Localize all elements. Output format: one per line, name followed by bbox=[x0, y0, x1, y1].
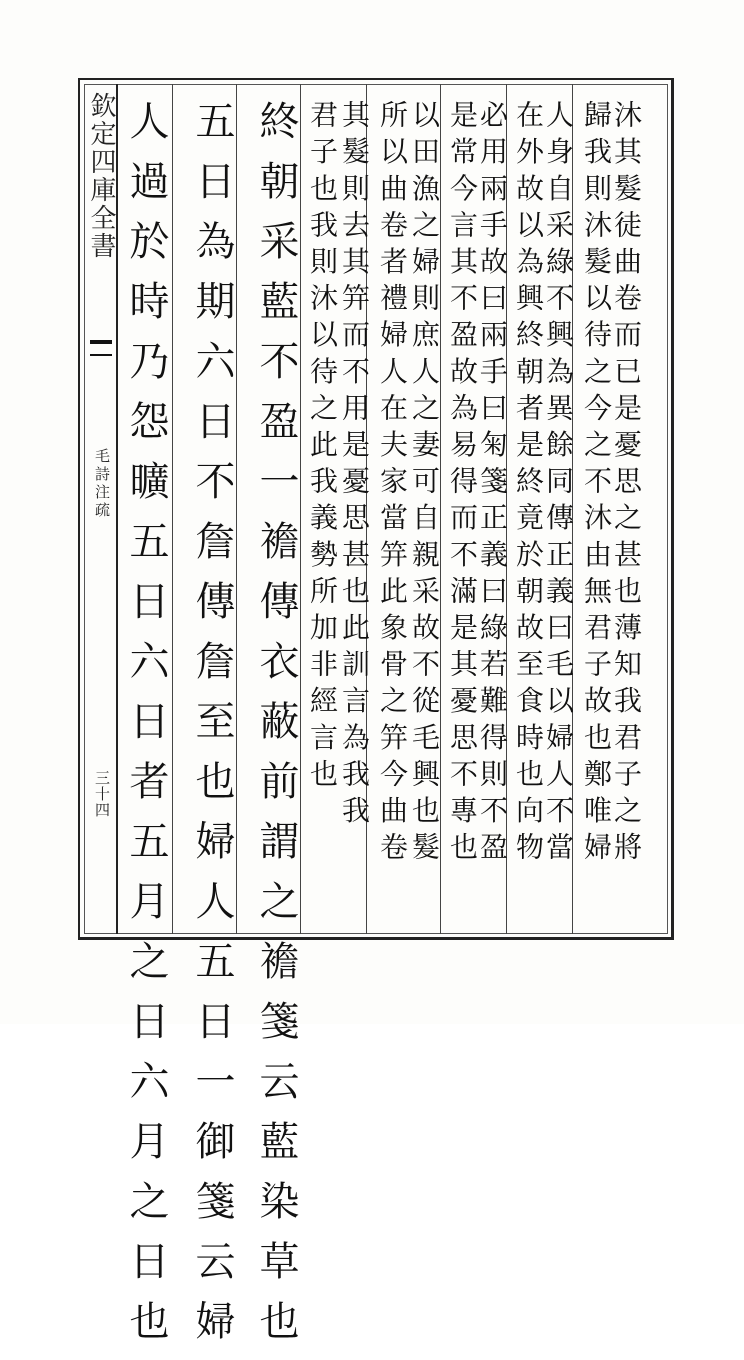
page-number: 三十四 bbox=[93, 770, 111, 818]
text-column: 所以曲卷者禮婦人在夫家當笄此象骨之笄今曲卷 bbox=[376, 100, 409, 869]
text-column: 君子也我則沐以待之此我義勢所加非經言也 bbox=[306, 100, 339, 796]
text-column: 以田漁之婦則庶人之妻可自親采故不從毛興也髮 bbox=[408, 100, 441, 869]
fishtail-mark bbox=[90, 340, 112, 356]
collection-title: 欽定四庫全書 bbox=[86, 92, 116, 260]
text-column-large: 終朝采藍不盈一襜傳衣蔽前謂之襜箋云藍染草也 bbox=[253, 100, 299, 1360]
text-column-large: 五日為期六日不詹傳詹至也婦人五日一御箋云婦 bbox=[189, 100, 235, 1360]
book-title: 毛詩注疏 bbox=[93, 448, 111, 520]
text-column: 歸我則沐髮以待之今之不沐由無君子故也鄭唯婦 bbox=[580, 100, 613, 869]
text-column: 在外故以為興終朝者是終竟於朝故至食時也向物 bbox=[512, 100, 545, 869]
text-column: 其髮則去其笄而不用是憂思甚也此訓言為我我 bbox=[338, 100, 371, 832]
text-column-large: 人過於時乃怨曠五日六日者五月之日六月之日也 bbox=[123, 100, 169, 1360]
text-column: 沐其髮徒曲卷而已是憂思之甚也薄知我君子之將 bbox=[610, 100, 643, 869]
text-column: 必用兩手故曰兩手曰匊箋正義曰綠若難得則不盈 bbox=[476, 100, 509, 869]
text-column: 人身自采綠不興為異餘同傳正義曰毛以婦人不當 bbox=[542, 100, 575, 869]
text-column: 是常今言其不盈故為易得而不滿是其憂思不專也 bbox=[446, 100, 479, 869]
